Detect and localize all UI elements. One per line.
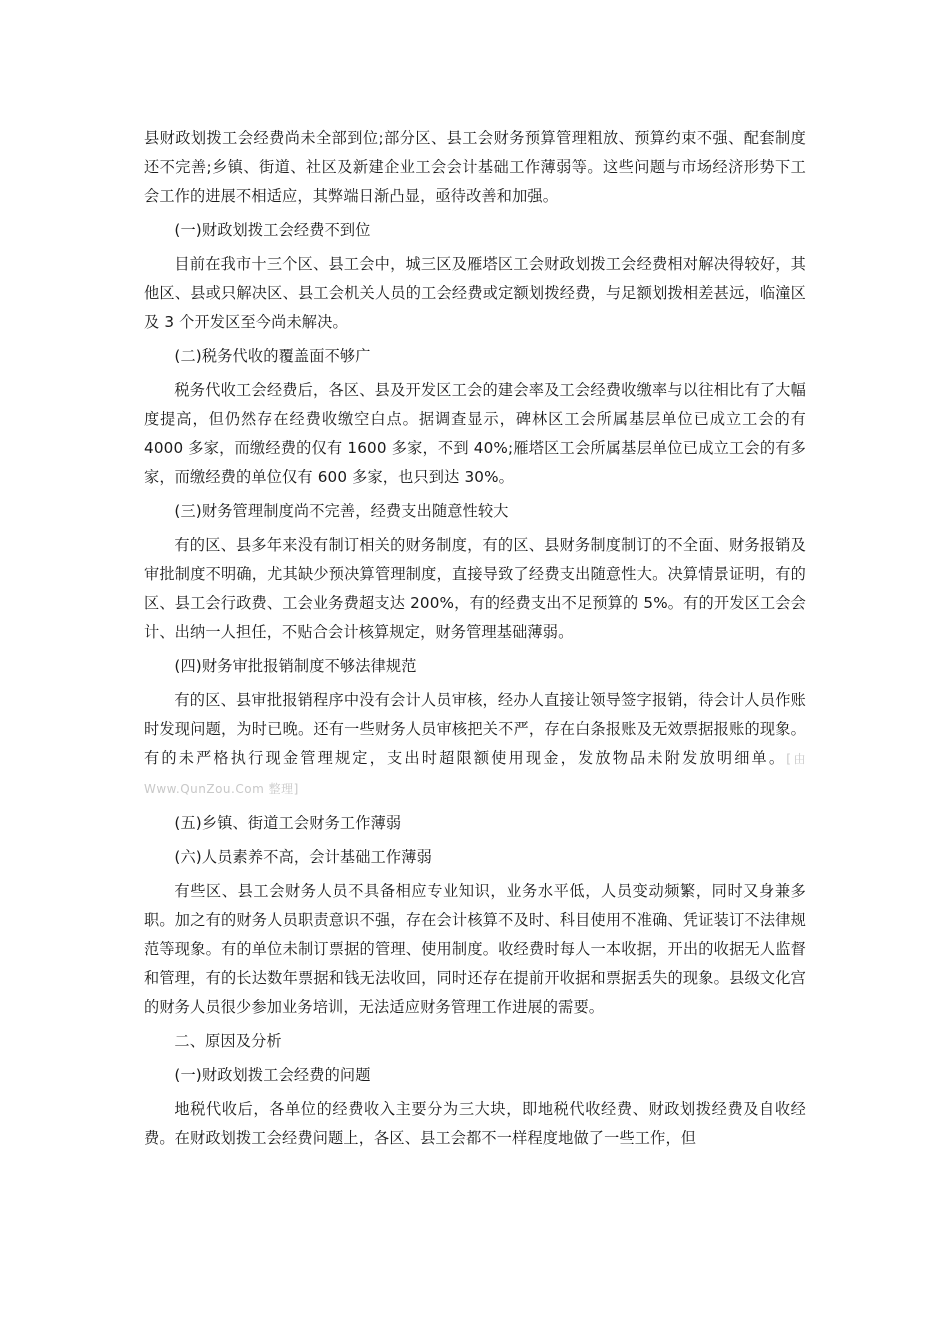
section-heading-7: 二、原因及分析 [174, 1032, 282, 1050]
paragraph-2: 税务代收工会经费后，各区、县及开发区工会的建会率及工会经费收缴率与以往相比有了大幅度提高，但仍然存在经费收缴空白点。据调查显示，碑林区工会所属基层单位已成立工会的有 4000 多家，而缴经费的仅有 1600 多家，不到 40%;雁塔区工会所属基层单位已成立工会的有多家，而缴经费的单位仅有 600 多家，也只到达 30%。 [144, 381, 806, 486]
paragraph-1: 目前在我市十三个区、县工会中，城三区及雁塔区工会财政划拨工会经费相对解决得较好，其他区、县或只解决区、县工会机关人员的工会经费或定额划拨经费，与足额划拨相差甚远，临潼区及 3 个开发区至今尚未解决。 [144, 255, 806, 331]
document-page [144, 124, 806, 1153]
paragraph-8: 地税代收后，各单位的经费收入主要分为三大块，即地税代收经费、财政划拨经费及自收经费。在财政划拨工会经费问题上，各区、县工会都不一样程度地做了一些工作，但 [144, 1100, 806, 1147]
section-heading-8: (一)财政划拨工会经费的问题 [174, 1066, 371, 1084]
paragraph-3: 有的区、县多年来没有制订相关的财务制度，有的区、县财务制度制订的不全面、财务报销及审批制度不明确，尤其缺少预决算管理制度，直接导致了经费支出随意性大。决算情景证明，有的区、县工会行政费、工会业务费超支达 200%，有的经费支出不足预算的 5%。有的开发区工会会计、出纳一人担任，不贴合会计核算规定，财务管理基础薄弱。 [144, 536, 806, 641]
section-heading-2: (二)税务代收的覆盖面不够广 [174, 347, 371, 365]
paragraph-intro: 县财政划拨工会经费尚未全部到位;部分区、县工会财务预算管理粗放、预算约束不强、配套制度还不完善;乡镇、街道、社区及新建企业工会会计基础工作薄弱等。这些问题与市场经济形势下工会工作的进展不相适应，其弊端日渐凸显，亟待改善和加强。 [144, 129, 806, 205]
section-heading-5: (五)乡镇、街道工会财务工作薄弱 [174, 814, 402, 832]
paragraph-6: 有些区、县工会财务人员不具备相应专业知识，业务水平低，人员变动频繁，同时又身兼多职。加之有的财务人员职责意识不强，存在会计核算不及时、科目使用不准确、凭证装订不法律规范等现象。有的单位未制订票据的管理、使用制度。收经费时每人一本收据，开出的收据无人监督和管理，有的长达数年票据和钱无法收回，同时还存在提前开收据和票据丢失的现象。县级文化宫的财务人员很少参加业务培训，无法适应财务管理工作进展的需要。 [144, 882, 806, 1016]
paragraph-4-text: 有的区、县审批报销程序中没有会计人员审核，经办人直接让领导签字报销，待会计人员作账时发现问题，为时已晚。还有一些财务人员审核把关不严，存在白条报账及无效票据报账的现象。有的未严格执行现金管理规定，支出时超限额使用现金，发放物品未附发放明细单。 [144, 691, 806, 767]
section-heading-4: (四)财务审批报销制度不够法律规范 [174, 657, 417, 675]
section-heading-3: (三)财务管理制度尚不完善，经费支出随意性较大 [174, 502, 509, 520]
watermark-text: [由 Www.QunZou.Com 整理] [144, 752, 806, 796]
section-heading-1: (一)财政划拨工会经费不到位 [174, 221, 371, 239]
section-heading-6: (六)人员素养不高，会计基础工作薄弱 [174, 848, 432, 866]
paragraph-4 [144, 686, 806, 804]
